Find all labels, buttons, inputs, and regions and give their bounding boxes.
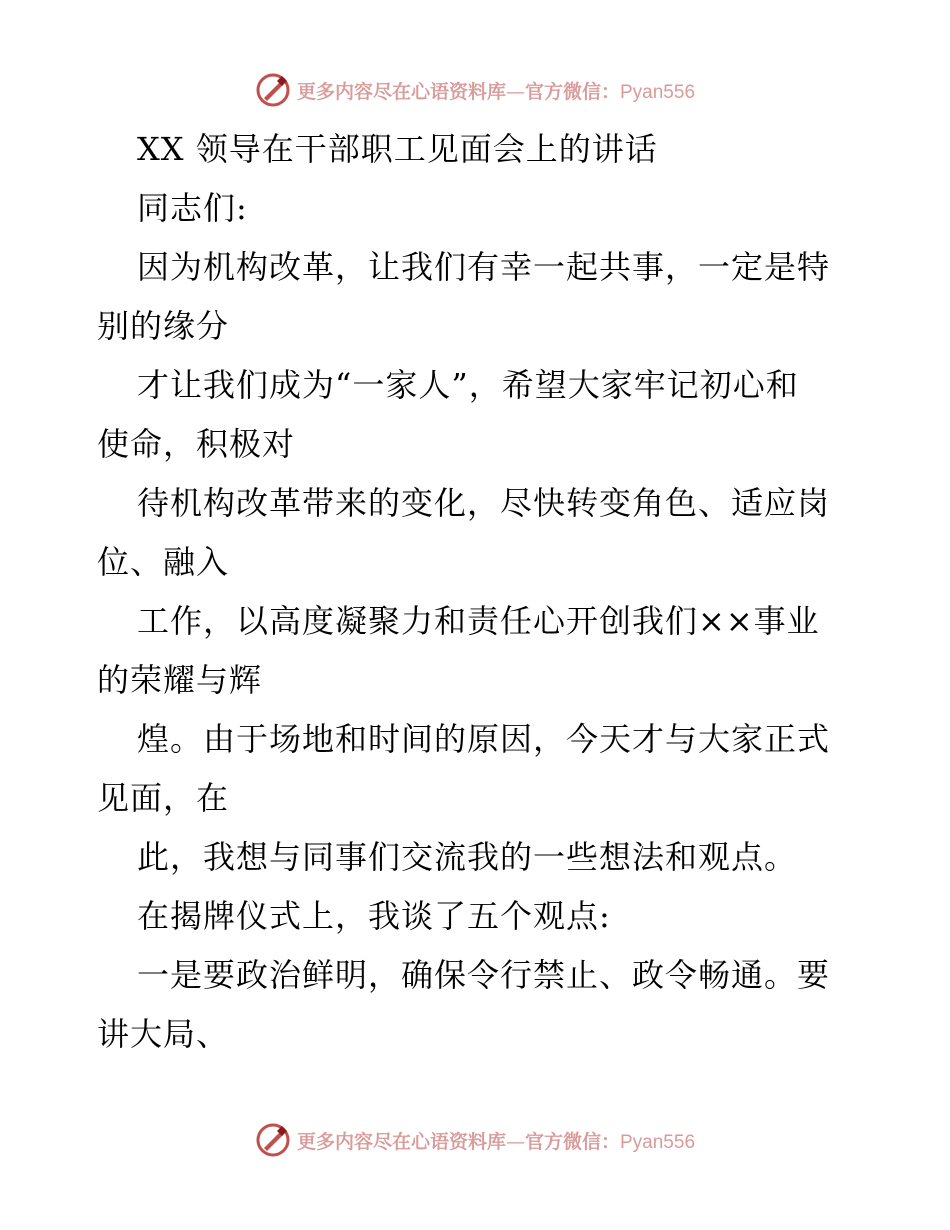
text-line: 此，我想与同事们交流我的一些想法和观点。 — [137, 838, 798, 876]
text-line: 煌。由于场地和时间的原因，今天才与大家正式 — [137, 720, 831, 758]
text-line: 使命，积极对 — [97, 425, 296, 463]
text-line: XX 领导在干部职工见面会上的讲话 — [137, 130, 658, 168]
red-seal-logo-icon — [255, 72, 291, 108]
text-line: 在揭牌仪式上，我谈了五个观点: — [137, 897, 611, 935]
watermark-text: 更多内容尽在心语资料库—官方微信：Pyan556 — [296, 80, 696, 103]
header-watermark — [0, 68, 950, 112]
text-line: 同志们: — [137, 189, 248, 227]
text-line: 因为机构改革，让我们有幸一起共事，一定是特 — [137, 248, 831, 286]
text-line: 的荣耀与辉 — [97, 661, 263, 699]
document-body — [97, 120, 857, 1064]
watermark-text: 更多内容尽在心语资料库—官方微信：Pyan556 — [296, 1130, 696, 1153]
footer-watermark — [0, 1118, 950, 1162]
text-line: 别的缘分 — [97, 307, 230, 345]
text-line: 讲大局、 — [97, 1015, 230, 1053]
red-seal-logo-icon — [255, 1122, 291, 1158]
text-line: 位、融入 — [97, 543, 230, 581]
text-line: 一是要政治鲜明，确保令行禁止、政令畅通。要 — [137, 956, 831, 994]
text-line: 待机构改革带来的变化，尽快转变角色、适应岗 — [137, 484, 831, 522]
text-line: 工作，以高度凝聚力和责任心开创我们××事业 — [137, 602, 820, 640]
text-line: 才让我们成为“一家人”，希望大家牢记初心和 — [137, 366, 799, 404]
text-line: 见面，在 — [97, 779, 230, 817]
